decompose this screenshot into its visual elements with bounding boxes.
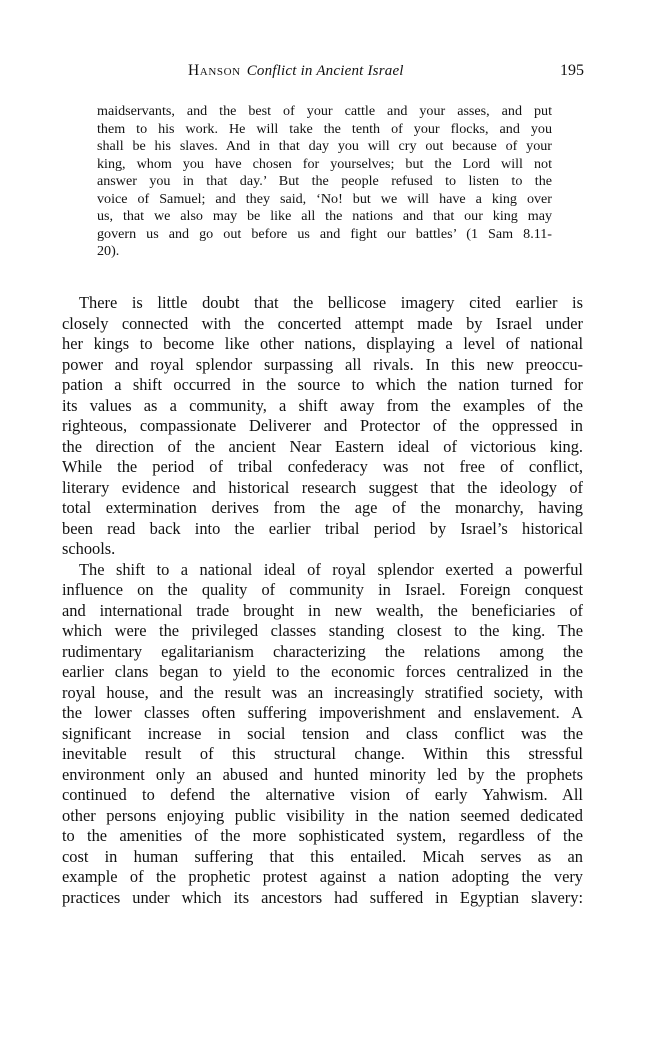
paragraph-2 <box>62 560 583 909</box>
quote-line: maidservants, and the best of your cattle and your asses, and put <box>97 103 552 119</box>
paragraph-line: literary evidence and historical research suggest that the ideology of <box>62 477 583 497</box>
paragraph-line: continued to defend the alternative vision of early Yahwism. All <box>62 785 583 804</box>
paragraph-line: pation a shift occurred in the source to which the nation turned for <box>62 375 583 394</box>
quote-line: them to his work. He will take the tenth of your flocks, and you <box>97 120 552 137</box>
paragraph-line: There is little doubt that the bellicose imagery cited earlier is <box>79 293 583 312</box>
paragraph-line: earlier clans began to yield to the economic forces centralized in the <box>62 662 583 681</box>
paragraph-line: its values as a community, a shift away from the examples of the <box>62 395 583 415</box>
paragraph-line: schools. <box>62 539 116 558</box>
quote-line: king, whom you have chosen for yourselves; but the Lord will not <box>97 155 552 172</box>
running-head-author: Hanson <box>188 62 241 79</box>
paragraph-line: rudimentary egalitarianism characterizing the relations among the <box>62 641 583 661</box>
quote-line: govern us and go out before us and fight our battles’ (1 Sam 8.11- <box>97 225 552 242</box>
paragraph-line: to the amenities of the more sophisticated system, regardless of the <box>62 826 583 845</box>
paragraph-line: significant increase in social tension and class conflict was the <box>62 723 583 743</box>
quote-line: voice of Samuel; and they said, ‘No! but we will have a king over <box>97 190 552 207</box>
quote-line: 20). <box>97 243 120 259</box>
quote-line: us, that we also may be like all the nations and that our king may <box>97 208 552 224</box>
paragraph-line: been read back into the earlier tribal period by Israel’s historical <box>62 518 583 538</box>
paragraph-line: and international trade brought in new wealth, the beneficiaries of <box>62 600 583 620</box>
paragraph-line: inevitable result of this structural change. Within this stressful <box>62 744 583 763</box>
paragraph-line: closely connected with the concerted attempt made by Israel under <box>62 313 583 333</box>
paragraph-1 <box>62 293 583 560</box>
quote-line: answer you in that day.’ But the people refused to listen to the <box>97 173 552 189</box>
quote-line: shall be his slaves. And in that day you will cry out because of your <box>97 138 552 154</box>
paragraph-line: While the period of tribal confederacy was not free of conflict, <box>62 457 583 476</box>
running-header <box>62 62 586 84</box>
paragraph-line: her kings to become like other nations, displaying a level of national <box>62 334 583 353</box>
page-number: 195 <box>560 62 584 79</box>
paragraph-line: influence on the quality of community in Israel. Foreign conquest <box>62 580 583 599</box>
paragraph-line: environment only an abused and hunted minority led by the prophets <box>62 764 583 784</box>
running-head <box>188 62 404 80</box>
running-head-title: Conflict in Ancient Israel <box>246 63 404 79</box>
paragraph-line: other persons enjoying public visibility in the nation seemed dedicated <box>62 805 583 825</box>
paragraph-line: righteous, compassionate Deliverer and Protector of the oppressed in <box>62 416 583 435</box>
paragraph-line: the lower classes often suffering impoverishment and enslavement. A <box>62 703 583 722</box>
block-quote <box>97 103 552 261</box>
paragraph-line: the direction of the ancient Near Eastern ideal of victorious king. <box>62 436 583 456</box>
paragraph-line: cost in human suffering that this entailed. Micah serves as an <box>62 846 583 866</box>
body-text <box>62 293 583 908</box>
paragraph-line: royal house, and the result was an increasingly stratified society, with <box>62 682 583 702</box>
paragraph-line: power and royal splendor surpassing all rivals. In this new preoccu- <box>62 354 583 374</box>
paragraph-line: total extermination derives from the age of the monarchy, having <box>62 498 583 517</box>
paragraph-line: practices under which its ancestors had suffered in Egyptian slavery: <box>62 887 583 907</box>
paragraph-line: example of the prophetic protest against a nation adopting the very <box>62 867 583 886</box>
paragraph-line: which were the privileged classes standing closest to the king. The <box>62 621 583 640</box>
paragraph-line: The shift to a national ideal of royal splendor exerted a powerful <box>79 559 583 579</box>
